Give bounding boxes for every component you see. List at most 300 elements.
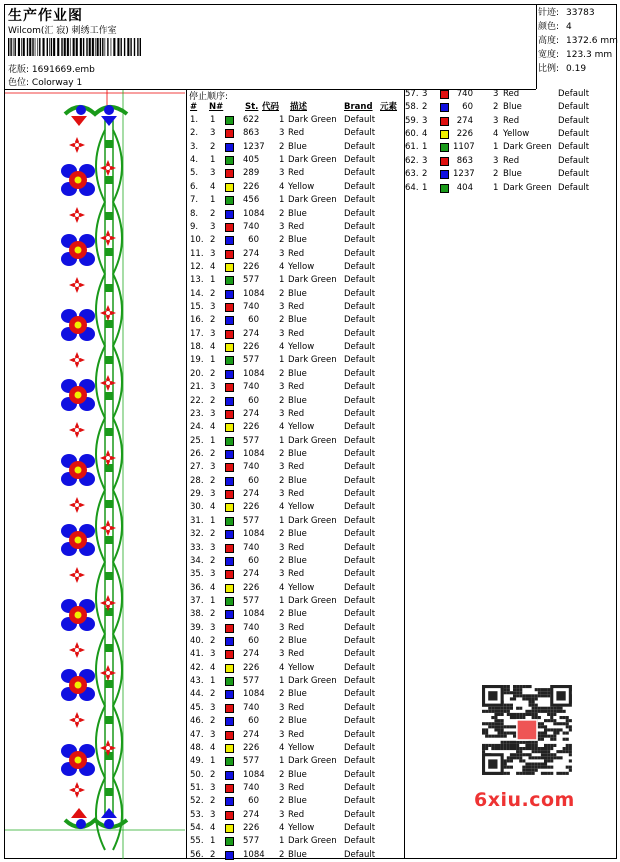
qr-module: [566, 772, 569, 775]
qr-module: [532, 769, 535, 772]
qr-module: [560, 772, 563, 775]
row-code: 226: [456, 129, 473, 140]
row-code: 577: [243, 275, 260, 286]
qr-module: [498, 725, 501, 728]
row-desc: Blue: [288, 368, 307, 379]
row-needle: 2: [210, 315, 216, 326]
qr-module: [532, 707, 535, 710]
row-needle: 2: [210, 769, 216, 780]
qr-module: [501, 732, 504, 735]
row-desc-num: 4: [279, 342, 285, 353]
qr-module: [513, 691, 516, 694]
qr-module: [516, 707, 519, 710]
row-index: 45.: [190, 702, 204, 713]
big-flower-dot: [76, 697, 80, 701]
color-swatch: [225, 744, 234, 753]
row-needle: 3: [210, 569, 216, 580]
qr-module: [544, 719, 547, 722]
qr-module: [535, 710, 538, 713]
row-code: 577: [243, 435, 260, 446]
row-desc: Red: [288, 542, 305, 553]
row-index: 2.: [190, 128, 199, 139]
barcode-bar: [97, 38, 99, 56]
row-brand: Default: [344, 155, 376, 166]
row-needle: 2: [210, 689, 216, 700]
qr-module: [488, 725, 491, 728]
qr-module: [513, 716, 516, 719]
row-desc: Blue: [288, 796, 307, 807]
color-sequence-table-left: [189, 101, 403, 858]
row-brand: Default: [558, 142, 590, 153]
barcode-bar: [61, 38, 62, 56]
row-desc-num: 2: [279, 141, 285, 152]
row-brand: Default: [344, 823, 376, 834]
row-needle: 1: [422, 142, 428, 153]
row-index: 4.: [190, 155, 199, 166]
qr-module: [510, 753, 513, 756]
row-index: 32.: [190, 529, 204, 540]
qr-module: [504, 759, 507, 762]
vine-arc: [96, 274, 105, 346]
color-swatch: [225, 397, 234, 406]
qr-module: [563, 750, 566, 753]
qr-module: [532, 766, 535, 769]
barcode-bar: [86, 38, 87, 56]
qr-module: [538, 766, 541, 769]
qr-module: [538, 707, 541, 710]
color-swatch: [440, 184, 449, 193]
qr-module: [541, 707, 544, 710]
color-swatch: [440, 130, 449, 139]
row-desc: Yellow: [288, 261, 315, 272]
qr-module: [498, 707, 501, 710]
qr-module: [550, 735, 553, 738]
qr-module: [498, 719, 501, 722]
qr-module: [516, 744, 519, 747]
small-flower-center: [106, 456, 111, 461]
qr-module: [550, 759, 553, 762]
qr-module: [519, 753, 522, 756]
qr-module: [501, 728, 504, 731]
color-swatch: [225, 330, 234, 339]
row-desc: Red: [288, 702, 305, 713]
row-needle: 4: [210, 502, 216, 513]
scale-label: 比例:: [538, 64, 560, 74]
qr-module: [485, 744, 488, 747]
qr-module: [553, 744, 556, 747]
barcode-bar: [43, 38, 45, 56]
row-desc-num: 1: [279, 355, 285, 366]
row-needle: 4: [210, 342, 216, 353]
qr-module: [535, 756, 538, 759]
col-brand: Brand: [344, 102, 373, 112]
barcode-bar: [64, 38, 66, 56]
row-code: 226: [243, 823, 260, 834]
row-brand: Default: [344, 569, 376, 580]
row-desc-num: 2: [279, 609, 285, 620]
qr-module: [544, 728, 547, 731]
qr-module: [541, 747, 544, 750]
qr-module: [538, 710, 541, 713]
row-index: 28.: [190, 475, 204, 486]
row-index: 38.: [190, 609, 204, 620]
row-desc: Blue: [288, 475, 307, 486]
row-index: 48.: [190, 742, 204, 753]
color-swatch: [440, 157, 449, 166]
row-index: 5.: [190, 168, 199, 179]
row-index: 17.: [190, 328, 204, 339]
row-needle: 3: [210, 649, 216, 660]
qr-module: [544, 763, 547, 766]
qr-module: [563, 716, 566, 719]
barcode-bar: [10, 38, 11, 56]
barcode: [8, 38, 143, 56]
big-flower-dot: [90, 758, 94, 762]
row-code: 577: [243, 595, 260, 606]
big-flower-dot: [62, 178, 66, 182]
row-needle: 4: [210, 582, 216, 593]
qr-module: [522, 766, 525, 769]
qr-module: [488, 744, 491, 747]
colorway-value: Colorway 1: [31, 78, 83, 88]
col-index: #: [190, 102, 198, 112]
qr-module: [569, 728, 572, 731]
qr-module: [547, 772, 550, 775]
qr-module: [544, 750, 547, 753]
qr-module: [516, 694, 519, 697]
qr-module: [556, 707, 559, 710]
row-brand: Default: [344, 555, 376, 566]
page-title: 生产作业图: [8, 8, 83, 24]
row-code: 1084: [243, 449, 265, 459]
row-desc-num: 2: [279, 555, 285, 566]
qr-module: [550, 772, 553, 775]
qr-module: [535, 747, 538, 750]
big-flower-dot: [62, 468, 66, 472]
qr-module: [488, 710, 491, 713]
vine-arc: [96, 418, 105, 490]
qr-module: [516, 713, 519, 716]
big-flower-dot: [76, 482, 80, 486]
big-flower-dot: [90, 178, 94, 182]
color-swatch: [225, 463, 234, 472]
qr-module: [482, 747, 485, 750]
qr-module: [569, 725, 572, 728]
row-desc: Blue: [288, 849, 307, 860]
row-desc: Yellow: [288, 662, 315, 673]
qr-module: [544, 756, 547, 759]
row-index: 47.: [190, 729, 204, 740]
vine-node: [105, 392, 113, 400]
qr-module: [553, 728, 556, 731]
row-needle: 1: [210, 836, 216, 847]
qr-module: [522, 769, 525, 772]
qr-module: [522, 694, 525, 697]
row-desc: Dark Green: [503, 182, 552, 193]
row-desc-num: 1: [279, 435, 285, 446]
row-desc: Blue: [288, 609, 307, 620]
qr-module: [544, 732, 547, 735]
qr-module: [507, 766, 510, 769]
col-needle: N#: [209, 102, 224, 112]
end-ornament-petal: [101, 808, 117, 818]
big-flower-dot: [62, 393, 66, 397]
vine-arc: [96, 778, 105, 850]
row-needle: 3: [210, 702, 216, 713]
qr-module: [525, 763, 528, 766]
row-needle: 4: [210, 181, 216, 192]
row-brand: Default: [344, 221, 376, 232]
qr-module: [566, 744, 569, 747]
row-brand: Default: [344, 115, 376, 125]
vine-node: [105, 176, 113, 184]
row-code: 289: [243, 168, 260, 179]
qr-module: [532, 716, 535, 719]
big-flower-dot: [62, 323, 66, 327]
row-desc-num: 3: [279, 702, 285, 713]
row-brand: Default: [344, 168, 376, 179]
row-desc: Blue: [288, 716, 307, 727]
qr-module: [560, 756, 563, 759]
row-code: 740: [243, 783, 260, 793]
qr-module: [516, 685, 519, 688]
row-code: 60: [248, 475, 259, 486]
qr-module: [501, 713, 504, 716]
row-desc: Red: [288, 462, 305, 473]
qr-module: [535, 750, 538, 753]
row-brand: Default: [344, 836, 376, 847]
qr-module: [516, 750, 519, 753]
embroidery-design-preview: [5, 90, 185, 859]
row-brand: Default: [344, 636, 376, 647]
qr-module: [547, 691, 550, 694]
row-desc-num: 3: [279, 569, 285, 580]
color-swatch: [225, 717, 234, 726]
qr-module: [494, 719, 497, 722]
row-brand: Default: [344, 769, 376, 780]
row-desc: Yellow: [288, 181, 315, 192]
qr-module: [556, 728, 559, 731]
row-code: 740: [243, 622, 260, 633]
qr-module: [541, 756, 544, 759]
row-desc: Red: [288, 622, 305, 633]
small-flower-center: [75, 718, 80, 723]
end-ornament-bud: [76, 105, 86, 115]
color-swatch: [225, 690, 234, 699]
color-swatch: [225, 129, 234, 138]
row-needle: 1: [210, 115, 216, 125]
row-desc: Red: [288, 649, 305, 660]
row-needle: 2: [210, 449, 216, 459]
qr-module: [504, 763, 507, 766]
row-code: 456: [243, 195, 260, 206]
qr-module: [498, 713, 501, 716]
row-desc-num: 4: [493, 129, 499, 140]
row-index: 22.: [190, 395, 204, 406]
qr-module: [538, 725, 541, 728]
qr-module: [541, 753, 544, 756]
row-index: 16.: [190, 315, 204, 326]
qr-module: [513, 753, 516, 756]
qr-module: [510, 732, 513, 735]
barcode-bar: [37, 38, 38, 56]
row-code: 60: [248, 395, 259, 406]
vine-node: [105, 536, 113, 544]
stitches-value: 33783: [566, 8, 595, 18]
qr-module: [556, 772, 559, 775]
row-brand: Default: [344, 368, 376, 379]
barcode-bar: [18, 38, 20, 56]
big-flower-dot: [62, 538, 66, 542]
qr-module: [569, 750, 572, 753]
row-code: 577: [243, 756, 260, 767]
big-flower-dot: [76, 337, 80, 341]
vine-arc: [113, 490, 122, 562]
row-brand: Default: [344, 422, 376, 433]
qr-module: [510, 704, 513, 707]
row-desc: Red: [288, 783, 305, 793]
row-code: 226: [243, 342, 260, 353]
qr-module: [553, 738, 556, 741]
row-code: 274: [456, 115, 473, 126]
big-flower-dot: [76, 379, 80, 383]
qr-module: [547, 750, 550, 753]
qr-module: [516, 753, 519, 756]
qr-module: [498, 728, 501, 731]
row-code: 60: [248, 636, 259, 647]
row-code: 577: [243, 355, 260, 366]
qr-module: [507, 741, 510, 744]
row-brand: Default: [344, 382, 376, 393]
qr-module: [507, 710, 510, 713]
row-desc: Dark Green: [503, 142, 552, 153]
vine-node: [105, 428, 113, 436]
row-code: 577: [243, 836, 260, 847]
qr-module: [507, 772, 510, 775]
qr-module: [491, 716, 494, 719]
row-index: 62.: [405, 155, 419, 166]
qr-module: [498, 744, 501, 747]
qr-module: [541, 766, 544, 769]
row-brand: Default: [344, 208, 376, 219]
qr-module: [513, 688, 516, 691]
color-swatch: [225, 276, 234, 285]
row-code: 226: [243, 261, 260, 272]
row-index: 13.: [190, 275, 204, 286]
row-index: 29.: [190, 489, 204, 500]
height-value: 1372.6 mm: [566, 36, 618, 46]
big-flower-dot: [90, 393, 94, 397]
qr-module: [529, 763, 532, 766]
color-swatch: [225, 757, 234, 766]
row-needle: 2: [210, 141, 216, 152]
barcode-bar: [13, 38, 14, 56]
big-flower-center: [75, 537, 82, 544]
qr-module: [550, 744, 553, 747]
vine-node: [105, 572, 113, 580]
qr-module: [550, 728, 553, 731]
row-needle: 1: [210, 195, 216, 206]
vine-node: [105, 320, 113, 328]
row-index: 37.: [190, 595, 204, 606]
qr-module: [522, 713, 525, 716]
qr-module: [513, 697, 516, 700]
end-ornament-petal: [71, 808, 87, 818]
qr-module: [535, 694, 538, 697]
qr-module: [507, 691, 510, 694]
row-index: 60.: [405, 129, 419, 140]
row-index: 46.: [190, 716, 204, 727]
row-desc-num: 2: [279, 716, 285, 727]
qr-module: [535, 688, 538, 691]
row-brand: Default: [344, 315, 376, 326]
row-code: 60: [248, 235, 259, 246]
qr-module: [494, 713, 497, 716]
small-flower-center: [106, 381, 111, 386]
row-desc: Blue: [288, 449, 307, 459]
qr-module: [544, 753, 547, 756]
qr-module: [507, 688, 510, 691]
row-index: 51.: [190, 783, 204, 793]
vine-arc: [113, 562, 122, 634]
row-desc-num: 4: [279, 823, 285, 834]
qr-module: [513, 725, 516, 728]
vine-node: [105, 680, 113, 688]
vine-arc: [113, 346, 122, 418]
row-needle: 1: [210, 515, 216, 526]
row-desc-num: 4: [279, 742, 285, 753]
qr-module: [522, 747, 525, 750]
qr-module: [547, 766, 550, 769]
big-flower-dot: [62, 758, 66, 762]
qr-module: [482, 744, 485, 747]
row-desc-num: 3: [279, 128, 285, 139]
row-desc-num: 3: [279, 542, 285, 553]
row-needle: 1: [210, 595, 216, 606]
qr-module: [553, 753, 556, 756]
qr-module: [525, 694, 528, 697]
qr-module: [541, 691, 544, 694]
big-flower-center: [75, 392, 82, 399]
vine-arc: [96, 490, 105, 562]
row-code: 405: [243, 155, 260, 166]
row-code: 226: [243, 582, 260, 593]
qr-module: [525, 697, 528, 700]
row-desc-num: 4: [279, 662, 285, 673]
barcode-bar: [39, 38, 40, 56]
row-brand: Default: [344, 529, 376, 540]
color-swatch: [225, 677, 234, 686]
qr-module: [504, 735, 507, 738]
qr-module: [532, 710, 535, 713]
barcode-bar: [100, 38, 101, 56]
row-index: 10.: [190, 235, 204, 246]
big-flower-dot: [90, 248, 94, 252]
row-code: 404: [456, 182, 473, 193]
row-desc: Blue: [288, 141, 307, 152]
qr-module: [541, 694, 544, 697]
qr-module: [510, 713, 513, 716]
big-flower-center: [75, 612, 82, 619]
qr-module: [516, 772, 519, 775]
qr-module: [535, 697, 538, 700]
qr-module: [532, 713, 535, 716]
row-brand: Default: [344, 489, 376, 500]
row-desc: Dark Green: [288, 355, 337, 366]
qr-module: [535, 716, 538, 719]
qr-module: [522, 697, 525, 700]
row-brand: Default: [344, 729, 376, 740]
